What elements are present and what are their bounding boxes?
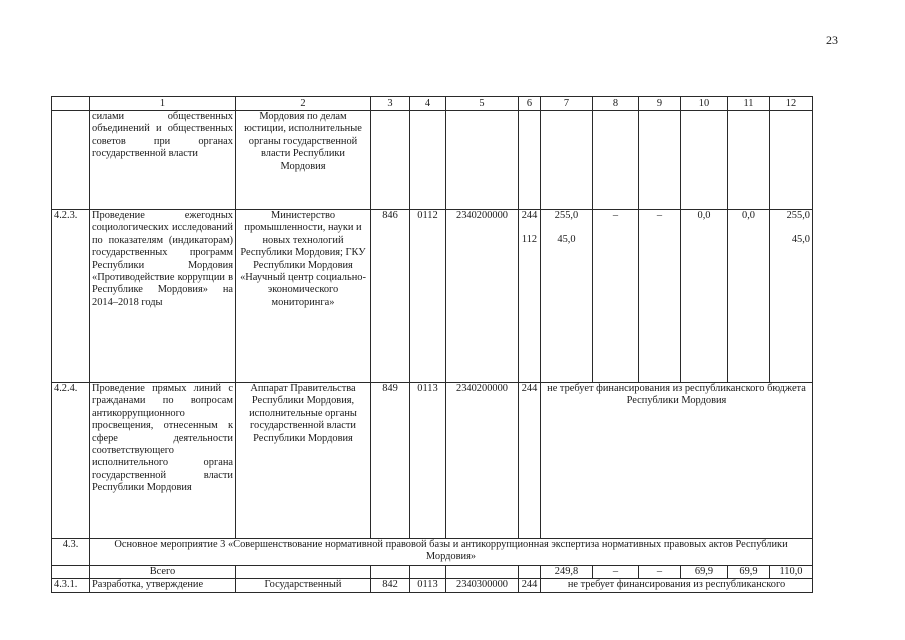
executor-cell: Министерство промышленности, науки и новых технологий Республики Мордовия; ГКУ Республики Мордовия «Научный центр социально-экономического мониторинга» (236, 210, 371, 383)
executor-cell: Аппарат Правительства Республики Мордовия, исполнительные органы государственной власти Республики Мордовия (236, 383, 371, 539)
cell-5 (446, 111, 519, 210)
header-cell-1: 1 (90, 97, 236, 111)
header-cell-12: 12 (770, 97, 813, 111)
table-row-4-3 (52, 539, 813, 566)
cell-7 (541, 111, 593, 210)
header-cell-num (52, 97, 90, 111)
row-number-cell: 4.2.4. (52, 383, 90, 539)
program-table (51, 96, 813, 593)
cell-4: 0112 (410, 210, 446, 383)
cell-6-line-1: 244 (521, 210, 538, 221)
funding-note-cell: не требует финансирования из республиканского (541, 579, 813, 592)
cell-6 (519, 210, 541, 383)
cell-10: 69,9 (681, 566, 728, 579)
cell-7 (541, 210, 593, 383)
table-row-continuation (52, 111, 813, 210)
header-cell-6: 6 (519, 97, 541, 111)
cell-4 (410, 111, 446, 210)
cell-12-line-1: 255,0 (786, 210, 810, 221)
cell-7-line-2: 45,0 (557, 234, 576, 246)
page-number: 23 (826, 33, 838, 47)
table-row-4-2-4 (52, 383, 813, 539)
cell-9: – (639, 566, 681, 579)
header-cell-9: 9 (639, 97, 681, 111)
table-row-total (52, 566, 813, 579)
header-cell-8: 8 (593, 97, 639, 111)
executor-cell: Государственный (236, 579, 371, 592)
header-cell-2: 2 (236, 97, 371, 111)
activity-name-cell: Проведение прямых линий с гражданами по вопросам антикоррупционного просвещения, отнесенным к сфере деятельности соответствующего исполнительного органа государственной власти Республики Мордовия (90, 383, 236, 539)
cell-5 (446, 566, 519, 579)
cell-7: 249,8 (541, 566, 593, 579)
header-cell-4: 4 (410, 97, 446, 111)
row-number-cell (52, 566, 90, 579)
row-number-cell (52, 111, 90, 210)
cell-4: 0113 (410, 579, 446, 592)
cell-12-line-2: 45,0 (791, 234, 810, 246)
section-title-cell: Основное мероприятие 3 «Совершенствование нормативной правовой базы и антикоррупционная экспертиза нормативных правовых актов Республики Мордовия» (90, 539, 813, 566)
row-number-cell: 4.3.1. (52, 579, 90, 592)
cell-6: 244 (519, 579, 541, 592)
header-cell-7: 7 (541, 97, 593, 111)
cell-11: 69,9 (728, 566, 770, 579)
header-cell-5: 5 (446, 97, 519, 111)
header-cell-3: 3 (371, 97, 410, 111)
cell-3 (371, 566, 410, 579)
table-row-4-3-1 (52, 579, 813, 592)
row-number-cell: 4.2.3. (52, 210, 90, 383)
header-cell-11: 11 (728, 97, 770, 111)
funding-note-cell: не требует финансирования из республиканского бюджета Республики Мордовия (541, 383, 813, 539)
total-label-cell: Всего (90, 566, 236, 579)
cell-9: – (639, 210, 681, 383)
cell-6: 244 (519, 383, 541, 539)
executor-cell (236, 566, 371, 579)
executor-cell: Мордовия по делам юстиции, исполнительные органы государственной власти Республики Мордовия (236, 111, 371, 210)
cell-10 (681, 111, 728, 210)
cell-12: 110,0 (770, 566, 813, 579)
cell-8 (593, 111, 639, 210)
cell-9 (639, 111, 681, 210)
cell-6 (519, 566, 541, 579)
row-number-cell: 4.3. (52, 539, 90, 566)
cell-12 (770, 111, 813, 210)
table-row-4-2-3 (52, 210, 813, 383)
cell-3: 842 (371, 579, 410, 592)
column-number-row (52, 97, 813, 111)
activity-name-cell: силами общественных объединений и общественных советов при органах государственной власти (90, 111, 236, 210)
cell-11 (728, 111, 770, 210)
cell-7-line-1: 255,0 (554, 210, 579, 221)
cell-8: – (593, 210, 639, 383)
cell-12 (770, 210, 813, 383)
activity-name-cell: Проведение ежегодных социологических исследований по показателям (индикаторам) государственных программ Республики Мордовия «Противодействие коррупции в Республике Мордовия» на 2014–2018 годы (90, 210, 236, 383)
cell-5: 2340300000 (446, 579, 519, 592)
activity-name-cell: Разработка, утверждение (90, 579, 236, 592)
cell-10: 0,0 (681, 210, 728, 383)
cell-3 (371, 111, 410, 210)
cell-11: 0,0 (728, 210, 770, 383)
cell-6-line-2: 112 (521, 234, 538, 246)
cell-4: 0113 (410, 383, 446, 539)
header-cell-10: 10 (681, 97, 728, 111)
cell-8: – (593, 566, 639, 579)
cell-5: 2340200000 (446, 210, 519, 383)
cell-5: 2340200000 (446, 383, 519, 539)
cell-3: 849 (371, 383, 410, 539)
cell-4 (410, 566, 446, 579)
cell-3: 846 (371, 210, 410, 383)
cell-6 (519, 111, 541, 210)
